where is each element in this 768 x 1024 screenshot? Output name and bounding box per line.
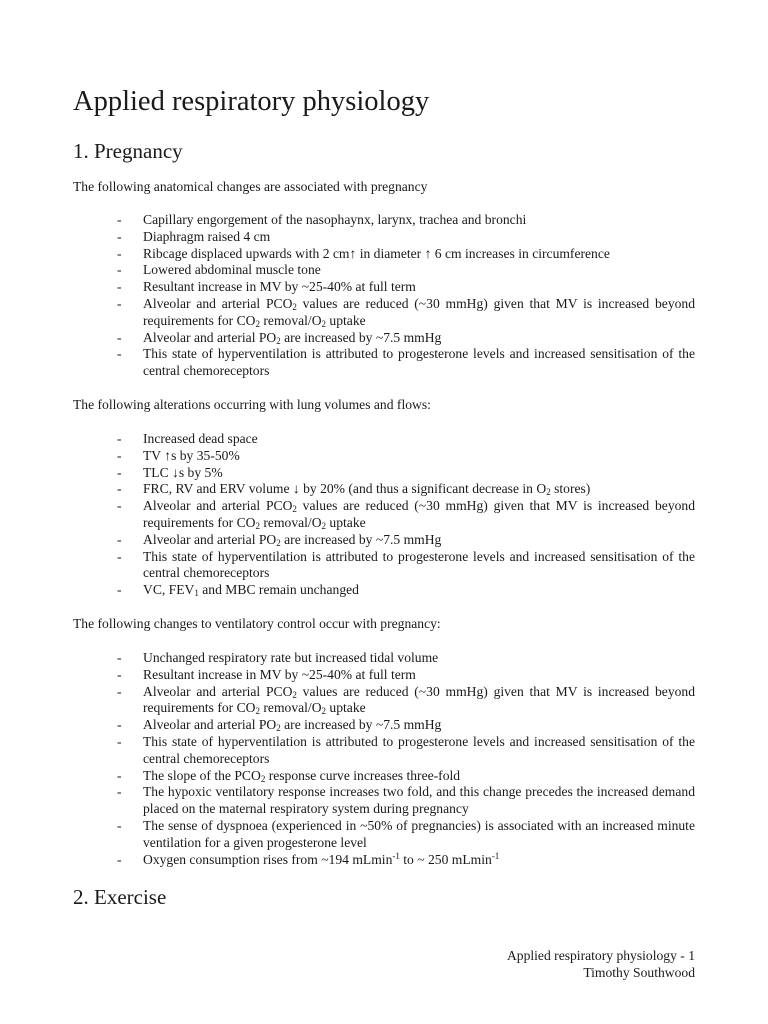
bullet-dash: - xyxy=(117,851,122,867)
footer-title: Applied respiratory physiology - 1 xyxy=(506,948,695,963)
list-control xyxy=(73,650,695,868)
bullet-dash: - xyxy=(117,431,122,446)
list-item: - Unchanged respiratory rate but increased tidal volume xyxy=(117,650,439,665)
list-volumes xyxy=(73,431,695,599)
list-item: - The sense of dyspnoea (experienced in ~50% of pregnancies) is associated with an increased minute ventilation for a given progesterone level xyxy=(117,817,695,850)
bullet-dash: - xyxy=(117,531,122,547)
bullet-dash: - xyxy=(117,262,122,278)
bullet-dash: - xyxy=(117,464,122,480)
list-item: - Alveolar and arterial $PCO_2$ values are reduced (~30 mmHg) given that MV is increased beyond requirements for $CO_2$ removal/$O_2$ uptake xyxy=(117,498,696,531)
list-item: - Capillary engorgement of the nasophaynx, larynx, trachea and bronchi xyxy=(117,212,527,227)
list-item: - Alveolar and arterial $PO_2$ are increased by ~7.5 mmHg xyxy=(117,329,442,346)
bullet-dash: - xyxy=(117,683,122,699)
list-item: - The slope of the $PCO_2$ response curve increases three-fold xyxy=(117,767,461,784)
list-item: - Diaphragm raised 4 cm xyxy=(117,228,271,244)
list-item: - FRC, RV and ERV volume ↓ by 20% (and thus a significant decrease in $O_2$ stores) xyxy=(117,481,591,498)
list-item: - Alveolar and arterial $PO_2$ are increased by ~7.5 mmHg xyxy=(117,717,442,734)
list-item: - TLC ↓s by 5% xyxy=(117,464,223,480)
list-item: - VC, $FEV_1$ and MBC remain unchanged xyxy=(117,582,359,599)
intro-volumes: The following alterations occurring with lung volumes and flows: xyxy=(73,397,431,412)
list-item: - This state of hyperventilation is attributed to progesterone levels and increased sensitisation of the central chemoreceptors xyxy=(117,346,695,379)
section-heading-exercise: 2. Exercise xyxy=(73,885,167,909)
list-item: - TV ↑s by 35-50% xyxy=(117,447,240,463)
intro-anatomical: The following anatomical changes are associated with pregnancy xyxy=(73,179,428,194)
list-item: - Alveolar and arterial $PCO_2$ values are reduced (~30 mmHg) given that MV is increased beyond requirements for $CO_2$ removal/$O_2$ uptake xyxy=(117,295,696,329)
page-footer xyxy=(507,947,695,981)
list-item: - Lowered abdominal muscle tone xyxy=(117,262,321,278)
bullet-dash: - xyxy=(117,650,122,665)
list-item: - Resultant increase in MV by ~25-40% at full term xyxy=(117,666,416,682)
list-item: - Oxygen consumption rises from ~194 mLmin$^{-1}$ to ~ 250 mLmin$^{-1}$ xyxy=(117,850,500,867)
page-title: Applied respiratory physiology xyxy=(73,86,430,117)
list-item: - This state of hyperventilation is attributed to progesterone levels and increased sensitisation of the central chemoreceptors xyxy=(117,733,695,766)
bullet-dash: - xyxy=(117,666,122,682)
list-anatomical xyxy=(73,212,695,380)
section-heading-pregnancy: 1. Pregnancy xyxy=(73,139,183,163)
bullet-dash: - xyxy=(117,245,122,261)
bullet-dash: - xyxy=(117,329,122,345)
list-item: - Alveolar and arterial $PCO_2$ values are reduced (~30 mmHg) given that MV is increased beyond requirements for $CO_2$ removal/$O_2$ uptake xyxy=(117,683,696,717)
bullet-dash: - xyxy=(117,212,122,227)
bullet-dash: - xyxy=(117,228,122,244)
list-item: - Resultant increase in MV by ~25-40% at full term xyxy=(117,279,416,295)
list-item: - Alveolar and arterial $PO_2$ are increased by ~7.5 mmHg xyxy=(117,531,442,548)
bullet-dash: - xyxy=(117,548,122,564)
intro-control: The following changes to ventilatory control occur with pregnancy: xyxy=(73,616,441,631)
bullet-dash: - xyxy=(117,582,122,598)
bullet-dash: - xyxy=(117,733,122,749)
bullet-dash: - xyxy=(117,481,122,497)
bullet-dash: - xyxy=(117,295,122,311)
bullet-dash: - xyxy=(117,784,122,800)
list-item: - Ribcage displaced upwards with 2 cm↑ in diameter ↑ 6 cm increases in circumference xyxy=(117,245,610,261)
bullet-dash: - xyxy=(117,346,122,362)
bullet-dash: - xyxy=(117,717,122,733)
list-item: - This state of hyperventilation is attributed to progesterone levels and increased sensitisation of the central chemoreceptors xyxy=(117,548,695,581)
footer-author: Timothy Southwood xyxy=(583,965,695,980)
bullet-dash: - xyxy=(117,498,122,514)
list-item: - The hypoxic ventilatory response increases two fold, and this change precedes the increased demand placed on the maternal respiratory system during pregnancy xyxy=(117,784,695,817)
bullet-dash: - xyxy=(117,447,122,463)
list-item: - Increased dead space xyxy=(117,431,258,446)
bullet-dash: - xyxy=(117,279,122,295)
bullet-dash: - xyxy=(117,767,122,783)
bullet-dash: - xyxy=(117,817,122,833)
